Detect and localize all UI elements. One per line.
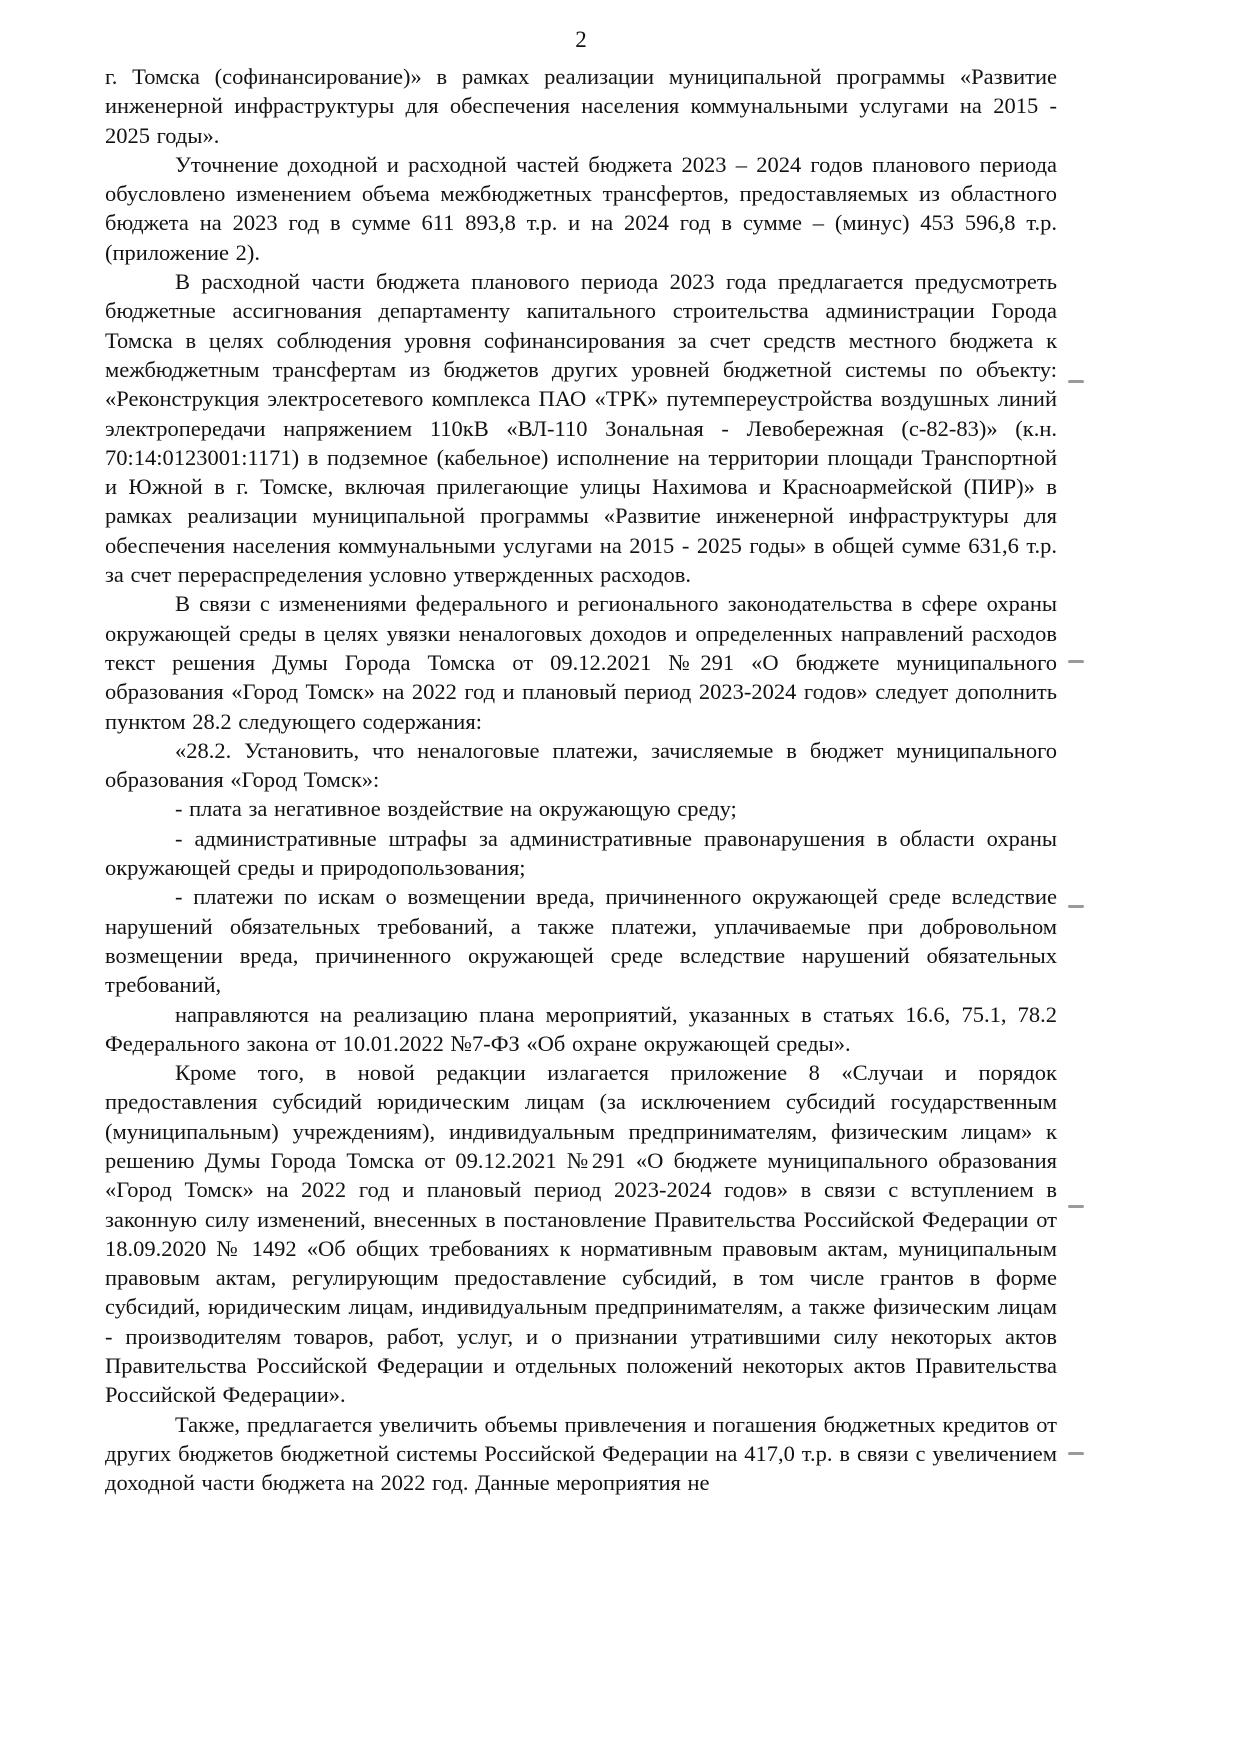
list-item-paragraph: - административные штрафы за административные правонарушения в области охраны окружающей среды и природопользования; bbox=[105, 825, 1057, 881]
scan-artifact bbox=[1068, 905, 1084, 908]
paragraph: В расходной части бюджета планового периода 2023 года предлагается предусмотреть бюджетные ассигнования департаменту капитального строительства администрации Города Томска в целях соблюдения уровня софинансирования за счет средств местного бюджета к межбюджетным трансфертам из бюджетов других уровней бюджетной системы по объекту: «Реконструкция электросетевого комплекса ПАО «ТРК» путемпереустройства воздушных линий электропередачи напряжением 110кВ «ВЛ-110 Зональная - Левобережная (с-82-83)» (к.н. 70:14:0123001:1171) в подземное (кабельное) исполнение на территории площади Транспортной и Южной в г. Томске, включая прилегающие улицы Нахимова и Красноармейской (ПИР)» в рамках реализации муниципальной программы «Развитие инженерной инфраструктуры для обеспечения населения коммунальными услугами на 2015 - 2025 годы» в общей сумме 631,6 т.р. за счет перераспределения условно утвержденных расходов. bbox=[105, 269, 1057, 588]
paragraph: Также, предлагается увеличить объемы привлечения и погашения бюджетных кредитов от других бюджетов бюджетной системы Российской Федерации на 417,0 т.р. в связи с увеличением доходной части бюджета на 2022 год. Данные мероприятия не bbox=[105, 1411, 1057, 1496]
document-body bbox=[105, 62, 1057, 1498]
scan-artifact bbox=[1068, 1205, 1084, 1208]
list-item-paragraph: - платежи по искам о возмещении вреда, причиненного окружающей среде вследствие нарушений обязательных требований, а также платежи, уплачиваемые при добровольном возмещении вреда, причиненного окружающей среде вследствие нарушений обязательных требований, bbox=[105, 884, 1057, 998]
paragraph: направляются на реализацию плана мероприятий, указанных в статьях 16.6, 75.1, 78.2 Федерального закона от 10.01.2022 №7-ФЗ «Об охране окружающей среды». bbox=[105, 1001, 1057, 1056]
paragraph: «28.2. Установить, что неналоговые платежи, зачисляемые в бюджет муниципального образования «Город Томск»: bbox=[105, 737, 1057, 793]
paragraph: В связи с изменениями федерального и регионального законодательства в сфере охраны окружающей среды в целях увязки неналоговых доходов и определенных направлений расходов текст решения Думы Города Томска от 09.12.2021 №291 «О бюджете муниципального образования «Город Томск» на 2022 год и плановый период 2023-2024 годов» следует дополнить пунктом 28.2 следующего содержания: bbox=[105, 591, 1057, 734]
page-number: 2 bbox=[575, 27, 587, 52]
scan-artifact bbox=[1068, 660, 1084, 663]
paragraph: г. Томска (софинансирование)» в рамках реализации муниципальной программы «Развитие инженерной инфраструктуры для обеспечения населения коммунальными услугами на 2015 - 2025 годы». bbox=[105, 64, 1057, 148]
list-item-paragraph: - плата за негативное воздействие на окружающую среду; bbox=[175, 796, 737, 822]
scan-artifact bbox=[1068, 1452, 1084, 1455]
scan-artifact bbox=[1068, 380, 1084, 383]
paragraph: Кроме того, в новой редакции излагается приложение 8 «Случаи и порядок предоставления субсидий юридическим лицам (за исключением субсидий государственным (муниципальным) учреждениям), индивидуальным предпринимателям, физическим лицам» к решению Думы Города Томска от 09.12.2021 №291 «О бюджете муниципального образования «Город Томск» на 2022 год и плановый период 2023-2024 годов» в связи с вступлением в законную силу изменений, внесенных в постановление Правительства Российской Федерации от 18.09.2020 № 1492 «Об общих требованиях к нормативным правовым актам, муниципальным правовым актам, регулирующим предоставление субсидий, в том числе грантов в форме субсидий, юридическим лицам, индивидуальным предпринимателям, а также физическим лицам - производителям товаров, работ, услуг, и о признании утратившими силу некоторых актов Правительства Российской Федерации и отдельных положений некоторых актов Правительства Российской Федерации». bbox=[105, 1060, 1057, 1408]
paragraph: Уточнение доходной и расходной частей бюджета 2023 – 2024 годов планового периода обусловлено изменением объема межбюджетных трансфертов, предоставляемых из областного бюджета на 2023 год в сумме 611 893,8 т.р. и на 2024 год в сумме – (минус) 453 596,8 т.р. (приложение 2). bbox=[105, 151, 1057, 265]
